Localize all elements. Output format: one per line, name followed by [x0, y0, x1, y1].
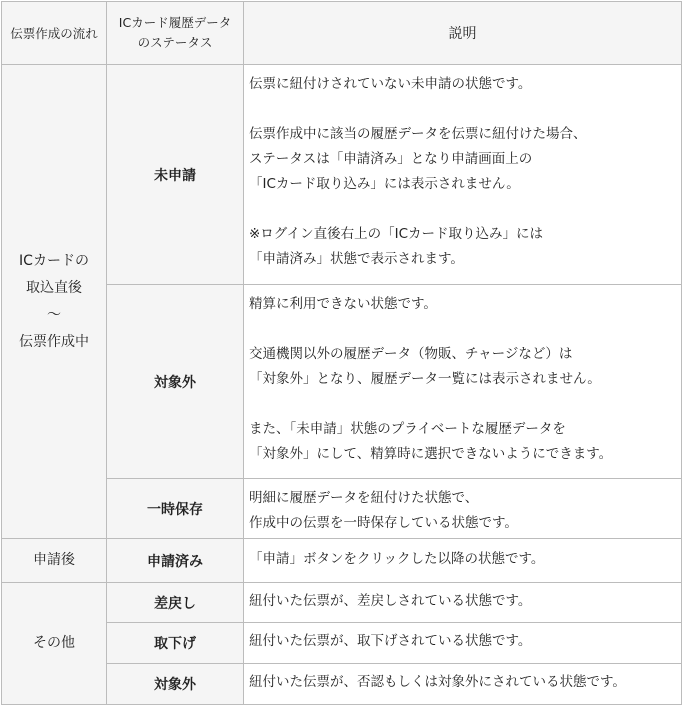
status-label: 対象外	[107, 664, 244, 705]
description-line: 精算に利用できない状態です。	[249, 296, 437, 312]
status-description	[244, 285, 682, 479]
description-line: 「申請」ボタンをクリックした以降の状態です。	[249, 551, 545, 567]
description-line: 伝票作成中に該当の履歴データを伝票に紐付けた場合、	[249, 126, 587, 142]
description-line: 作成中の伝票を一時保存している状態です。	[249, 515, 518, 531]
status-label: 未申請	[107, 65, 244, 285]
table-row	[2, 65, 682, 285]
description-line: ※ログイン直後右上の「ICカード取り込み」には	[249, 226, 544, 242]
stage-other: その他	[2, 583, 107, 705]
status-description	[244, 664, 682, 705]
description-line: 「ICカード取り込み」には表示されません。	[249, 176, 520, 192]
description-line: 紐付いた伝票が、差戻しされている状態です。	[249, 593, 532, 609]
table-row	[2, 583, 682, 623]
description-line: 「対象外」にして、精算時に選択できないようにできます。	[249, 446, 613, 462]
header-flow: 伝票作成の流れ	[2, 2, 107, 65]
status-label: 取下げ	[107, 623, 244, 664]
description-spacer	[249, 392, 681, 417]
header-row	[2, 2, 682, 65]
stage-after-apply: 申請後	[2, 539, 107, 583]
stage-import	[2, 65, 107, 539]
status-label: 一時保存	[107, 479, 244, 539]
description-spacer	[249, 197, 681, 222]
stage-import-line3: ～	[47, 306, 61, 323]
description-line: 「申請済み」状態で表示されます。	[249, 251, 464, 267]
header-description: 説明	[244, 2, 682, 65]
description-spacer	[249, 317, 681, 342]
stage-import-line1: ICカードの	[19, 252, 89, 269]
status-description	[244, 583, 682, 623]
status-description	[244, 479, 682, 539]
description-line: ステータスは「申請済み」となり申請画面上の	[249, 151, 533, 167]
description-line: 紐付いた伝票が、否認もしくは対象外にされている状態です。	[249, 674, 626, 690]
status-description	[244, 623, 682, 664]
status-label: 対象外	[107, 285, 244, 479]
status-description	[244, 539, 682, 583]
description-line: 交通機関以外の履歴データ（物販、チャージなど）は	[249, 346, 573, 362]
description-line: 「対象外」となり、履歴データ一覧には表示されません。	[249, 371, 601, 387]
table-row	[2, 539, 682, 583]
status-label: 差戻し	[107, 583, 244, 623]
description-spacer	[249, 97, 681, 122]
description-line: 明細に履歴データを紐付けた状態で、	[249, 490, 479, 506]
stage-import-line4: 伝票作成中	[19, 333, 89, 350]
status-label: 申請済み	[107, 539, 244, 583]
description-line: 紐付いた伝票が、取下げされている状態です。	[249, 633, 532, 649]
status-description	[244, 65, 682, 285]
header-status-line1: ICカード履歴データ	[118, 15, 232, 30]
status-table	[1, 1, 682, 705]
description-line: 伝票に紐付けされていない未申請の状態です。	[249, 76, 532, 92]
stage-import-line2: 取込直後	[26, 279, 82, 296]
header-status-line2: のステータス	[137, 35, 213, 50]
description-line: また、「未申請」状態のプライベートな履歴データを	[249, 421, 566, 437]
header-status	[107, 2, 244, 65]
